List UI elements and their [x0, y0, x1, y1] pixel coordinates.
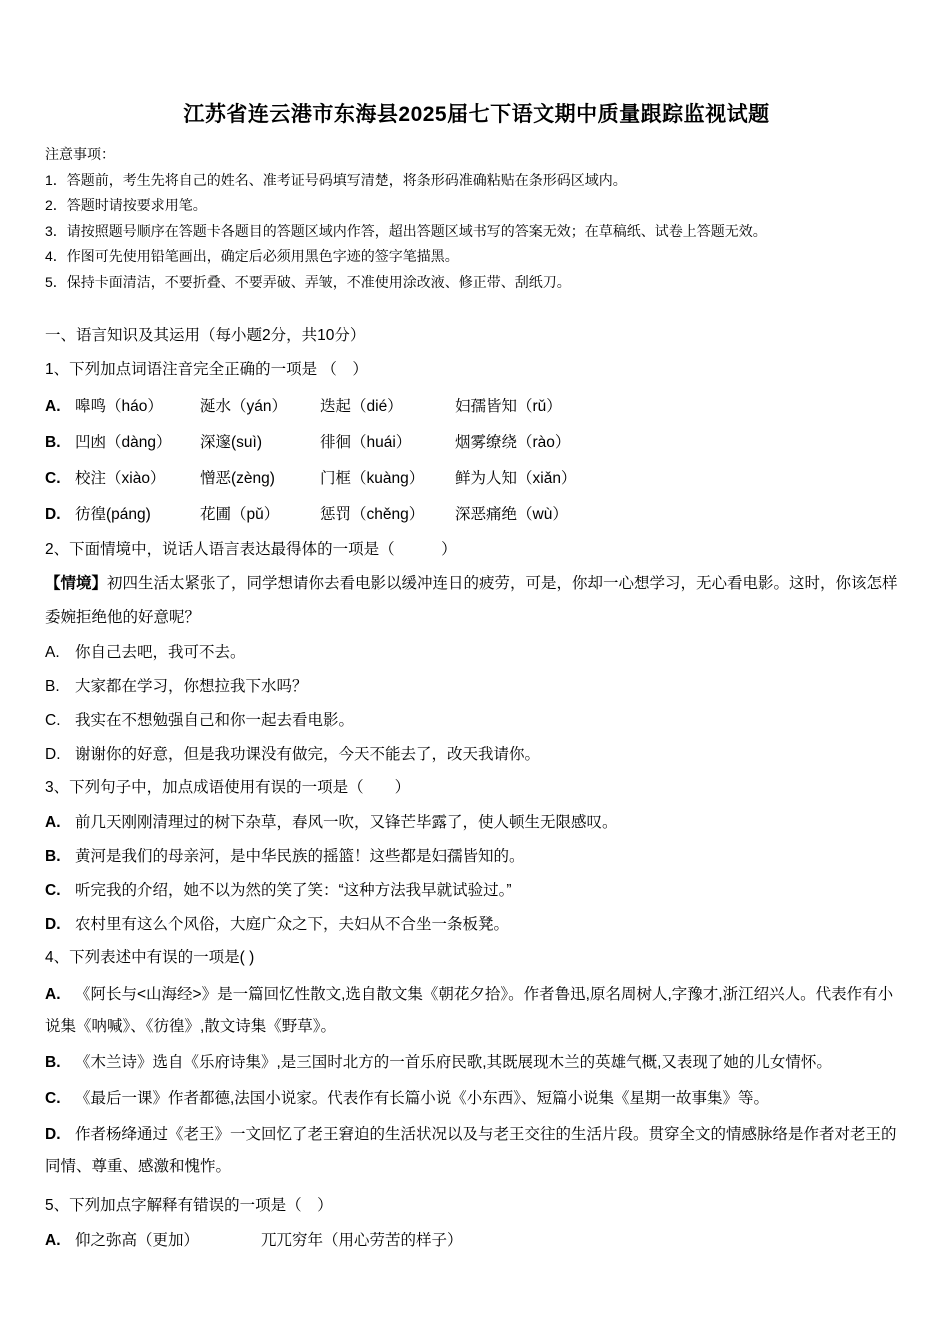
notice-item-1: 1．答题前，考生先将自己的姓名、准考证号码填写清楚，将条形码准确粘贴在条形码区域内。 — [45, 171, 627, 188]
option-letter: A. — [45, 986, 61, 1003]
option-row-d — [45, 908, 908, 941]
option-letter: C. — [45, 712, 61, 729]
notice-item-4: 4．作图可先使用铅笔画出，确定后必须用黑色字迹的签字笔描黑。 — [45, 248, 459, 264]
question-text: 下列句子中，加点成语使用有误的一项是（ ） — [69, 779, 411, 796]
option-text: 《阿长与<山海经>》是一篇回忆性散文,选自散文集《朝花夕拾》。作者鲁迅,原名周树人,字豫才,浙江绍兴人。代表作有小说集《呐喊》、《彷徨》,散文诗集《野草》。 — [45, 986, 894, 1035]
option-letter: C. — [45, 1090, 61, 1107]
question-1-options-grid — [45, 389, 908, 533]
option-text: 农村里有这么个风俗，大庭广众之下，夫妇从不合坐一条板凳。 — [75, 916, 510, 933]
option-letter: B. — [45, 1054, 61, 1071]
option-row-d — [45, 738, 908, 771]
option-row-a — [45, 636, 908, 669]
option-text: 《最后一课》作者都德,法国小说家。代表作有长篇小说《小东西》、短篇小说集《星期一故事集》等。 — [75, 1090, 770, 1107]
question-5-head — [45, 1189, 908, 1223]
option-text: 我实在不想勉强自己和你一起去看电影。 — [75, 712, 355, 729]
option-row-a — [45, 979, 908, 1043]
option-letter: B. — [45, 434, 61, 451]
notice-item-3: 3．请按照题号顺序在答题卡各题目的答题区域内作答，超出答题区域书写的答案无效；在草稿纸、试卷上答题无效。 — [45, 222, 767, 239]
pinyin-word: 涎水（yán） — [200, 398, 287, 415]
question-2 — [45, 533, 908, 771]
question-1-head — [45, 353, 908, 387]
option-letter: C. — [45, 470, 61, 487]
option-letter: A. — [45, 1232, 61, 1249]
option-letter: C. — [45, 882, 61, 899]
section-heading: 一、语言知识及其运用（每小题2分，共10分） — [45, 327, 366, 344]
option-row-d — [45, 1119, 908, 1183]
pinyin-word: 门框（kuàng） — [320, 470, 425, 487]
option-text: 听完我的介绍，她不以为然的笑了笑：“这种方法我早就试验过。” — [75, 882, 512, 899]
option-row-c — [45, 704, 908, 737]
option-text: 前几天刚刚清理过的树下杂草，春风一吹，又锋芒毕露了，使人顿生无限感叹。 — [75, 814, 618, 831]
option-row-c — [45, 1083, 908, 1115]
option-letter: B. — [45, 848, 61, 865]
question-text: 下列加点词语注音完全正确的一项是 （ ） — [69, 361, 368, 378]
pinyin-word: 惩罚（chěng） — [320, 506, 425, 523]
pinyin-word: 校注（xiào） — [75, 470, 166, 487]
pinyin-word: 深恶痛绝（wù） — [455, 506, 568, 523]
option-term: 兀兀穷年（用心劳苦的样子） — [261, 1232, 463, 1249]
question-text: 下列表述中有误的一项是( ) — [69, 949, 255, 966]
option-text: 《木兰诗》选自《乐府诗集》,是三国时北方的一首乐府民歌,其既展现木兰的英雄气概,又表现了她的儿女情怀。 — [75, 1054, 832, 1071]
option-letter: D. — [45, 506, 61, 523]
question-number: 2、 — [45, 541, 70, 558]
notice-item-5: 5．保持卡面清洁，不要折叠、不要弄破、弄皱，不准使用涂改液、修正带、刮纸刀。 — [45, 273, 571, 290]
pinyin-word: 鲜为人知（xiǎn） — [455, 470, 577, 487]
situation-label: 【情境】 — [45, 575, 108, 592]
page-title: 江苏省连云港市东海县2025届七下语文期中质量跟踪监视试题 — [183, 103, 770, 126]
option-row-c — [45, 874, 908, 907]
option-letter: D. — [45, 746, 61, 763]
question-3-head — [45, 771, 908, 805]
option-row-b — [45, 670, 908, 703]
option-row-b — [45, 840, 908, 873]
pinyin-word: 凹凼（dàng） — [75, 434, 172, 451]
question-text: 下列加点字解释有错误的一项是（ ） — [69, 1197, 333, 1214]
option-text: 大家都在学习，你想拉我下水吗？ — [75, 678, 308, 695]
option-letter: A. — [45, 814, 61, 831]
question-text: 下面情境中，说话人语言表达最得体的一项是（ ） — [69, 541, 457, 558]
option-letter: A. — [45, 398, 61, 415]
questions-area — [45, 353, 908, 1257]
option-text: 谢谢你的好意，但是我功课没有做完，今天不能去了，改天我请你。 — [75, 746, 541, 763]
question-number: 1、 — [45, 361, 70, 378]
notice-item-2: 2．答题时请按要求用笔。 — [45, 197, 207, 213]
notice-section — [45, 142, 908, 295]
option-letter: B. — [45, 678, 60, 695]
option-row-a — [45, 806, 908, 839]
situation-text: 初四生活太紧张了，同学想请你去看电影以缓冲连日的疲劳，可是，你却一心想学习，无心看电影。这时，你该怎样委婉拒绝他的好意呢？ — [45, 575, 898, 626]
question-number: 4、 — [45, 949, 70, 966]
option-letter: A. — [45, 644, 60, 661]
option-letter: D. — [45, 1126, 61, 1143]
pinyin-word: 烟雾缭绕（rào） — [455, 434, 571, 451]
option-letter: D. — [45, 916, 61, 933]
question-5 — [45, 1189, 908, 1257]
situation-paragraph — [45, 567, 908, 635]
option-term: 仰之弥高（更加） — [75, 1232, 200, 1249]
option-text: 作者杨绛通过《老王》一文回忆了老王窘迫的生活状况以及与老王交往的生活片段。贯穿全文的情感脉络是作者对老王的同情、尊重、感激和愧怍。 — [45, 1126, 897, 1175]
question-2-head — [45, 533, 908, 567]
notice-heading: 注意事项： — [45, 146, 115, 162]
question-1 — [45, 353, 908, 533]
option-row-a — [45, 1224, 908, 1257]
option-row-b — [45, 1047, 908, 1079]
option-text: 你自己去吧，我可不去。 — [75, 644, 246, 661]
pinyin-word: 妇孺皆知（rǔ） — [455, 398, 562, 415]
pinyin-word: 彷徨(páng) — [75, 506, 151, 523]
question-4-head — [45, 941, 908, 975]
question-4 — [45, 941, 908, 1183]
question-number: 5、 — [45, 1197, 70, 1214]
question-3 — [45, 771, 908, 941]
pinyin-word: 深邃(suì) — [200, 434, 263, 451]
pinyin-word: 徘徊（huái） — [320, 434, 412, 451]
option-text: 黄河是我们的母亲河，是中华民族的摇篮！这些都是妇孺皆知的。 — [75, 848, 525, 865]
pinyin-word: 花圃（pǔ） — [200, 506, 280, 523]
pinyin-word: 嗥鸣（háo） — [75, 398, 163, 415]
pinyin-word: 憎恶(zèng) — [200, 470, 275, 487]
question-number: 3、 — [45, 779, 70, 796]
pinyin-word: 迭起（dié） — [320, 398, 403, 415]
